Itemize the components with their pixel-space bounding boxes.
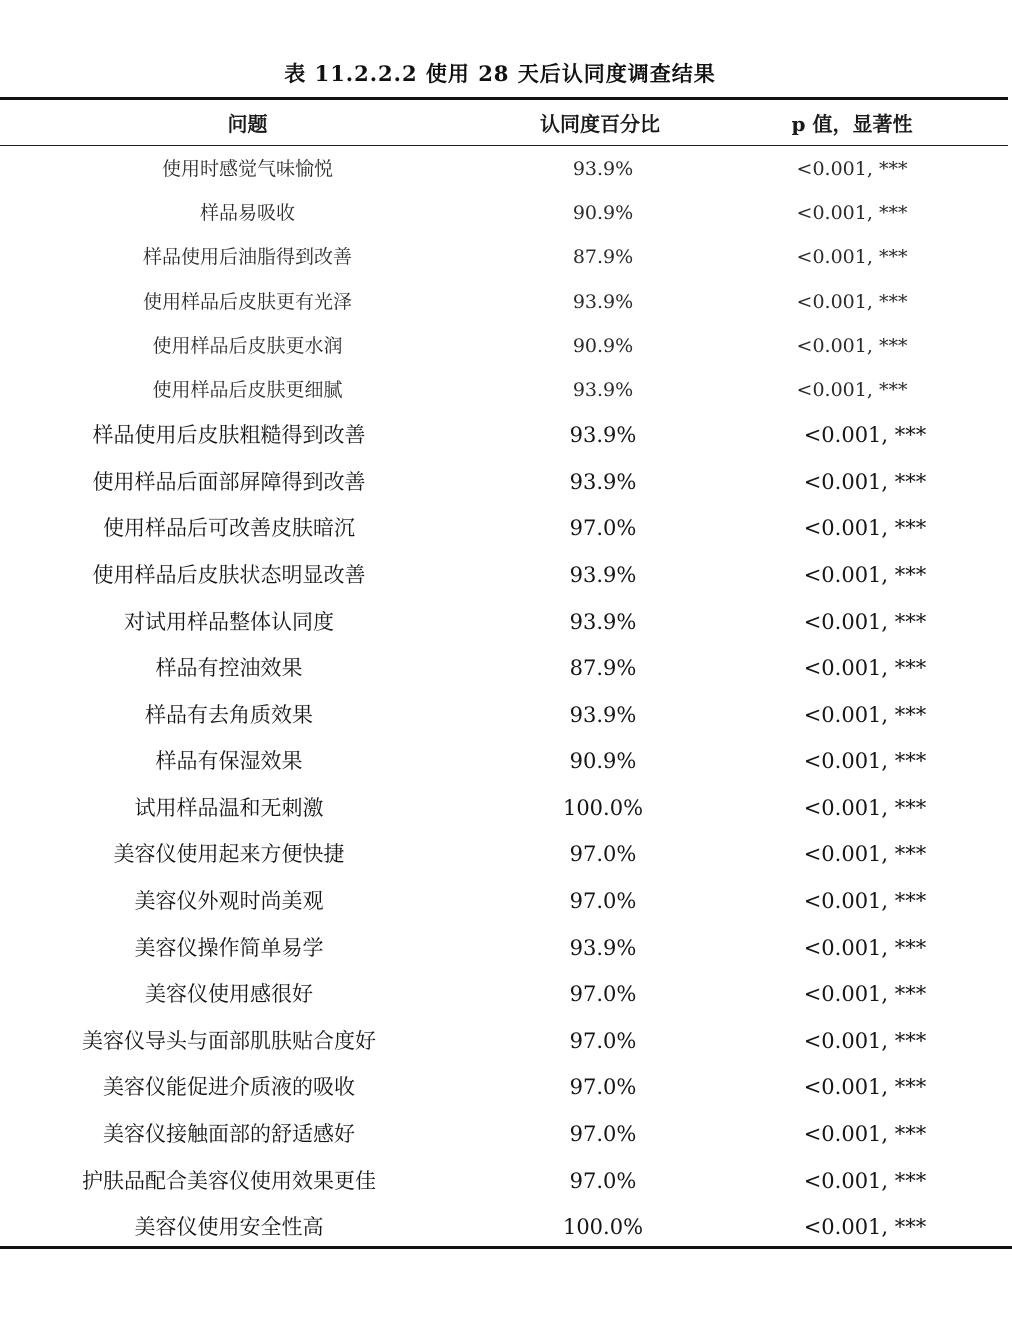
- table-row: [0, 1204, 1008, 1251]
- cell-percent: 93.9%: [572, 378, 634, 401]
- cell-percent: 100.0%: [562, 1215, 644, 1240]
- cell-pvalue: <0.001, ***: [796, 246, 908, 269]
- cell-question: 使用样品后皮肤更水润: [152, 334, 343, 357]
- table-body: [0, 147, 1008, 1251]
- cell-pvalue: <0.001, ***: [803, 842, 927, 867]
- cell-percent: 87.9%: [572, 246, 634, 269]
- table-row: [0, 1158, 1008, 1205]
- cell-question: 样品有保湿效果: [155, 749, 303, 774]
- table-top-rule: [0, 97, 1008, 100]
- table-row: [0, 459, 1008, 506]
- table-row: [0, 645, 1008, 692]
- cell-question: 美容仪能促进介质液的吸收: [103, 1075, 355, 1100]
- cell-percent: 97.0%: [569, 1122, 637, 1147]
- table-row: [0, 1111, 1008, 1158]
- table-row: [0, 785, 1008, 832]
- table-row: [0, 552, 1008, 599]
- cell-question: 样品有去角质效果: [145, 702, 313, 727]
- table-row: [0, 412, 1008, 459]
- cell-question: 样品易吸收: [199, 202, 295, 225]
- table-row: [0, 1018, 1008, 1065]
- cell-pvalue: <0.001, ***: [803, 1028, 927, 1053]
- cell-question: 样品有控油效果: [155, 656, 303, 681]
- cell-percent: 93.9%: [569, 935, 637, 960]
- cell-question: 美容仪接触面部的舒适感好: [103, 1122, 355, 1147]
- cell-percent: 97.0%: [569, 516, 637, 541]
- cell-question: 使用时感觉气味愉悦: [161, 158, 333, 180]
- cell-percent: 97.0%: [569, 1075, 637, 1100]
- cell-percent: 97.0%: [569, 1028, 637, 1053]
- cell-pvalue: <0.001, ***: [803, 516, 927, 541]
- table-row: [0, 280, 1008, 324]
- cell-pvalue: <0.001, ***: [803, 795, 927, 820]
- cell-question: 使用样品后皮肤更有光泽: [142, 290, 352, 313]
- table-row: [0, 878, 1008, 925]
- cell-pvalue: <0.001, ***: [803, 1168, 927, 1193]
- cell-question: 美容仪使用感很好: [145, 982, 313, 1007]
- table-row: [0, 738, 1008, 785]
- cell-percent: 97.0%: [569, 842, 637, 867]
- cell-percent: 93.9%: [569, 562, 637, 587]
- table-row: [0, 235, 1008, 279]
- table-bottom-rule: [0, 1246, 1012, 1249]
- table-row: [0, 368, 1008, 412]
- cell-pvalue: <0.001, ***: [803, 982, 927, 1007]
- cell-pvalue: <0.001, ***: [803, 1215, 927, 1240]
- cell-pvalue: <0.001, ***: [803, 1122, 927, 1147]
- table-row: [0, 925, 1008, 972]
- cell-percent: 87.9%: [569, 656, 637, 681]
- table-row: [0, 505, 1008, 552]
- cell-pvalue: <0.001, ***: [803, 1075, 927, 1100]
- header-question: 问题: [227, 112, 268, 136]
- cell-percent: 93.9%: [569, 609, 637, 634]
- cell-question: 美容仪外观时尚美观: [134, 889, 324, 914]
- cell-pvalue: <0.001, ***: [796, 202, 908, 225]
- table-row: [0, 692, 1008, 739]
- cell-question: 使用样品后面部屏障得到改善: [92, 469, 366, 494]
- table-row: [0, 191, 1008, 235]
- header-percent: 认同度百分比: [540, 112, 660, 136]
- cell-percent: 100.0%: [562, 795, 644, 820]
- cell-pvalue: <0.001, ***: [803, 562, 927, 587]
- cell-percent: 93.9%: [569, 423, 637, 448]
- cell-pvalue: <0.001, ***: [796, 334, 908, 357]
- table-caption: 表 11.2.2.2 使用 28 天后认同度调查结果: [284, 61, 716, 86]
- table-row: [0, 831, 1008, 878]
- cell-percent: 97.0%: [569, 889, 637, 914]
- cell-percent: 93.9%: [569, 702, 637, 727]
- cell-percent: 90.9%: [569, 749, 637, 774]
- cell-pvalue: <0.001, ***: [796, 290, 908, 313]
- cell-percent: 97.0%: [569, 1168, 637, 1193]
- cell-pvalue: <0.001, ***: [803, 889, 927, 914]
- cell-pvalue: <0.001, ***: [796, 378, 908, 401]
- cell-question: 样品使用后皮肤粗糙得到改善: [92, 423, 366, 448]
- table-row: [0, 147, 1008, 191]
- cell-question: 护肤品配合美容仪使用效果更佳: [82, 1168, 376, 1193]
- cell-percent: 93.9%: [572, 158, 634, 180]
- cell-question: 美容仪使用起来方便快捷: [113, 842, 345, 867]
- cell-pvalue: <0.001, ***: [803, 656, 927, 681]
- cell-question: 美容仪导头与面部肌肤贴合度好: [82, 1028, 376, 1053]
- table-row: [0, 1064, 1008, 1111]
- header-pvalue: p 值，显著性: [791, 112, 913, 136]
- cell-question: 美容仪操作简单易学: [134, 935, 324, 960]
- cell-percent: 93.9%: [569, 469, 637, 494]
- cell-pvalue: <0.001, ***: [803, 469, 927, 494]
- cell-pvalue: <0.001, ***: [803, 749, 927, 774]
- cell-question: 样品使用后油脂得到改善: [142, 246, 352, 269]
- table-header-row: [0, 108, 1008, 140]
- cell-pvalue: <0.001, ***: [803, 935, 927, 960]
- cell-question: 对试用样品整体认同度: [124, 609, 334, 634]
- cell-question: 使用样品后皮肤更细腻: [152, 378, 343, 401]
- table-row: [0, 599, 1008, 646]
- cell-pvalue: <0.001, ***: [803, 423, 927, 448]
- table-row: [0, 971, 1008, 1018]
- cell-question: 使用样品后皮肤状态明显改善: [92, 562, 366, 587]
- table-row: [0, 324, 1008, 368]
- cell-question: 试用样品温和无刺激: [134, 795, 324, 820]
- cell-percent: 90.9%: [572, 334, 634, 357]
- table-header-rule: [0, 145, 1008, 146]
- cell-percent: 93.9%: [572, 290, 634, 313]
- cell-question: 使用样品后可改善皮肤暗沉: [103, 516, 355, 541]
- cell-question: 美容仪使用安全性高: [134, 1215, 324, 1240]
- cell-percent: 90.9%: [572, 202, 634, 225]
- cell-pvalue: <0.001, ***: [803, 609, 927, 634]
- cell-pvalue: <0.001, ***: [796, 158, 908, 180]
- cell-pvalue: <0.001, ***: [803, 702, 927, 727]
- cell-percent: 97.0%: [569, 982, 637, 1007]
